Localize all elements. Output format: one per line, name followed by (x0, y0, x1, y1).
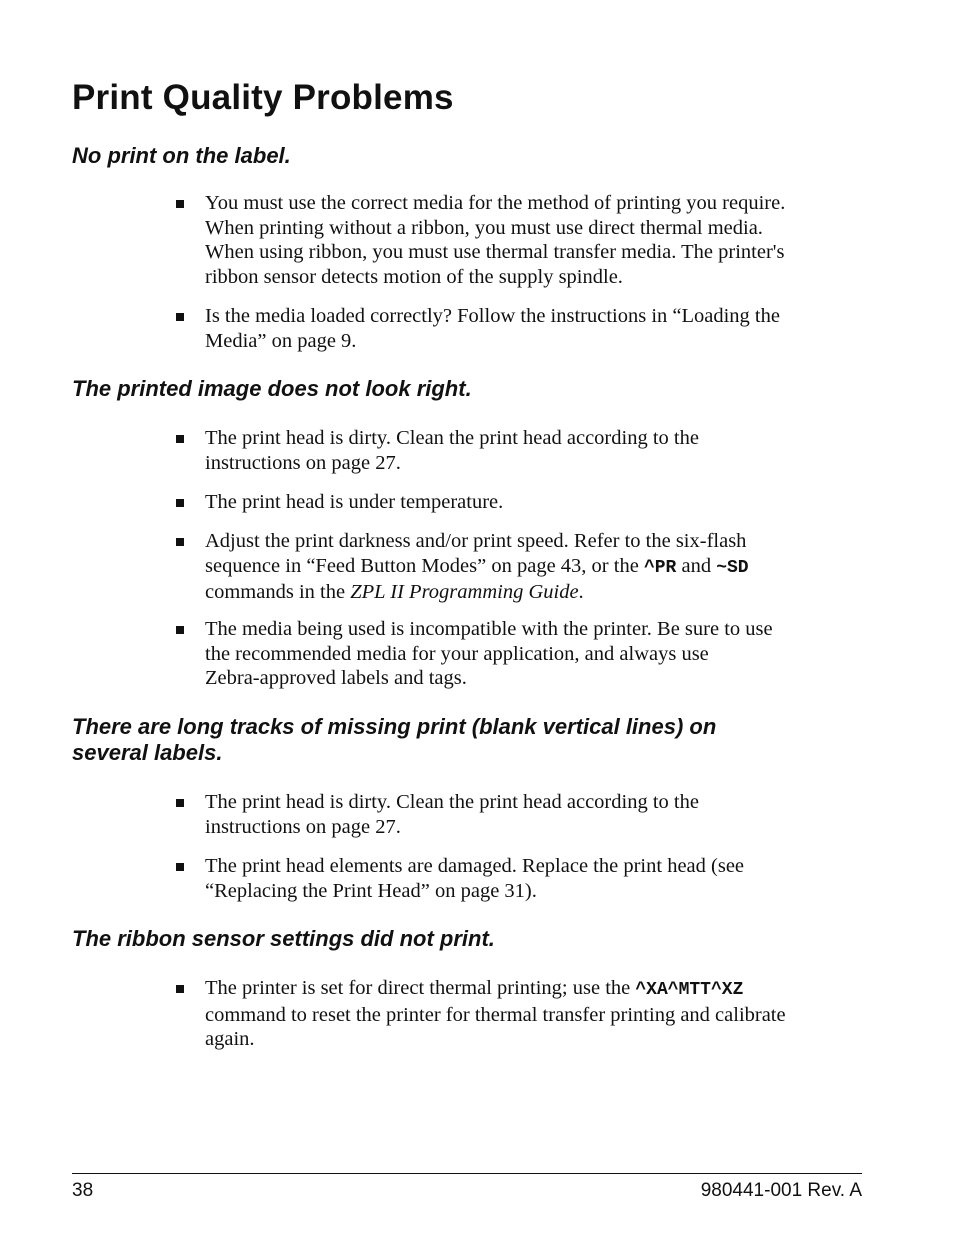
command-code: ^XA^MTT^XZ (635, 980, 744, 1000)
page-title: Print Quality Problems (72, 78, 454, 117)
list-item (176, 790, 856, 839)
section-heading-missing-print: There are long tracks of missing print (blank vertical lines) on several labels. (72, 714, 717, 765)
command-code: ^PR (643, 557, 677, 578)
command-code: ~SD (716, 557, 749, 578)
list-item-text: The media being used is incompatible with the printer. Be sure to use the recommended media for your application, and always use Zebra-approved labels and tags. (205, 618, 773, 690)
bullet-square-icon (176, 200, 184, 208)
list-item (176, 854, 856, 903)
bullet-square-icon (176, 626, 184, 634)
list-item (176, 304, 856, 353)
list-item-text: You must use the correct media for the method of printing you require. When printing without a ribbon, you must use direct thermal media. When using ribbon, you must use thermal transfer media. The printer's ribbon sensor detects motion of the supply spindle. (205, 192, 786, 288)
guide-reference: ZPL II Programming Guide (350, 581, 579, 604)
bullet-square-icon (176, 499, 184, 507)
list-item (176, 617, 856, 691)
list-item (176, 529, 856, 605)
bullet-square-icon (176, 538, 184, 546)
section-heading-image-not-right: The printed image does not look right. (72, 376, 472, 401)
footer-divider (72, 1173, 862, 1174)
list-item (176, 191, 856, 289)
list-item-text: The print head is dirty. Clean the print head according to the instructions on page 27. (205, 427, 699, 474)
list-item-text: The printer is set for direct thermal printing; use the ^XA^MTT^XZ command to reset the printer for thermal transfer printing and calibrate again. (205, 977, 786, 1051)
section-heading-no-print: No print on the label. (72, 143, 291, 168)
bullet-square-icon (176, 985, 184, 993)
section-heading-ribbon-sensor: The ribbon sensor settings did not print. (72, 926, 495, 951)
list-item (176, 490, 856, 515)
list-item-text: The print head is dirty. Clean the print head according to the instructions on page 27. (205, 791, 699, 838)
page-number: 38 (72, 1180, 94, 1201)
list-item-text: The print head is under temperature. (205, 491, 504, 513)
bullet-square-icon (176, 435, 184, 443)
list-item-text: Is the media loaded correctly? Follow the instructions in “Loading the Media” on page 9. (205, 305, 780, 352)
bullet-square-icon (176, 313, 184, 321)
list-item (176, 976, 856, 1052)
document-id: 980441-001 Rev. A (700, 1180, 862, 1201)
list-item-text: The print head elements are damaged. Replace the print head (see “Replacing the Print Head” on page 31). (205, 855, 745, 902)
bullet-square-icon (176, 863, 184, 871)
bullet-square-icon (176, 799, 184, 807)
list-item-text: Adjust the print darkness and/or print speed. Refer to the six-flash sequence in “Feed Button Modes” on page 43, or the ^PR and ~SD commands in the ZPL II Programming Guide. (205, 530, 749, 604)
list-item (176, 426, 856, 475)
